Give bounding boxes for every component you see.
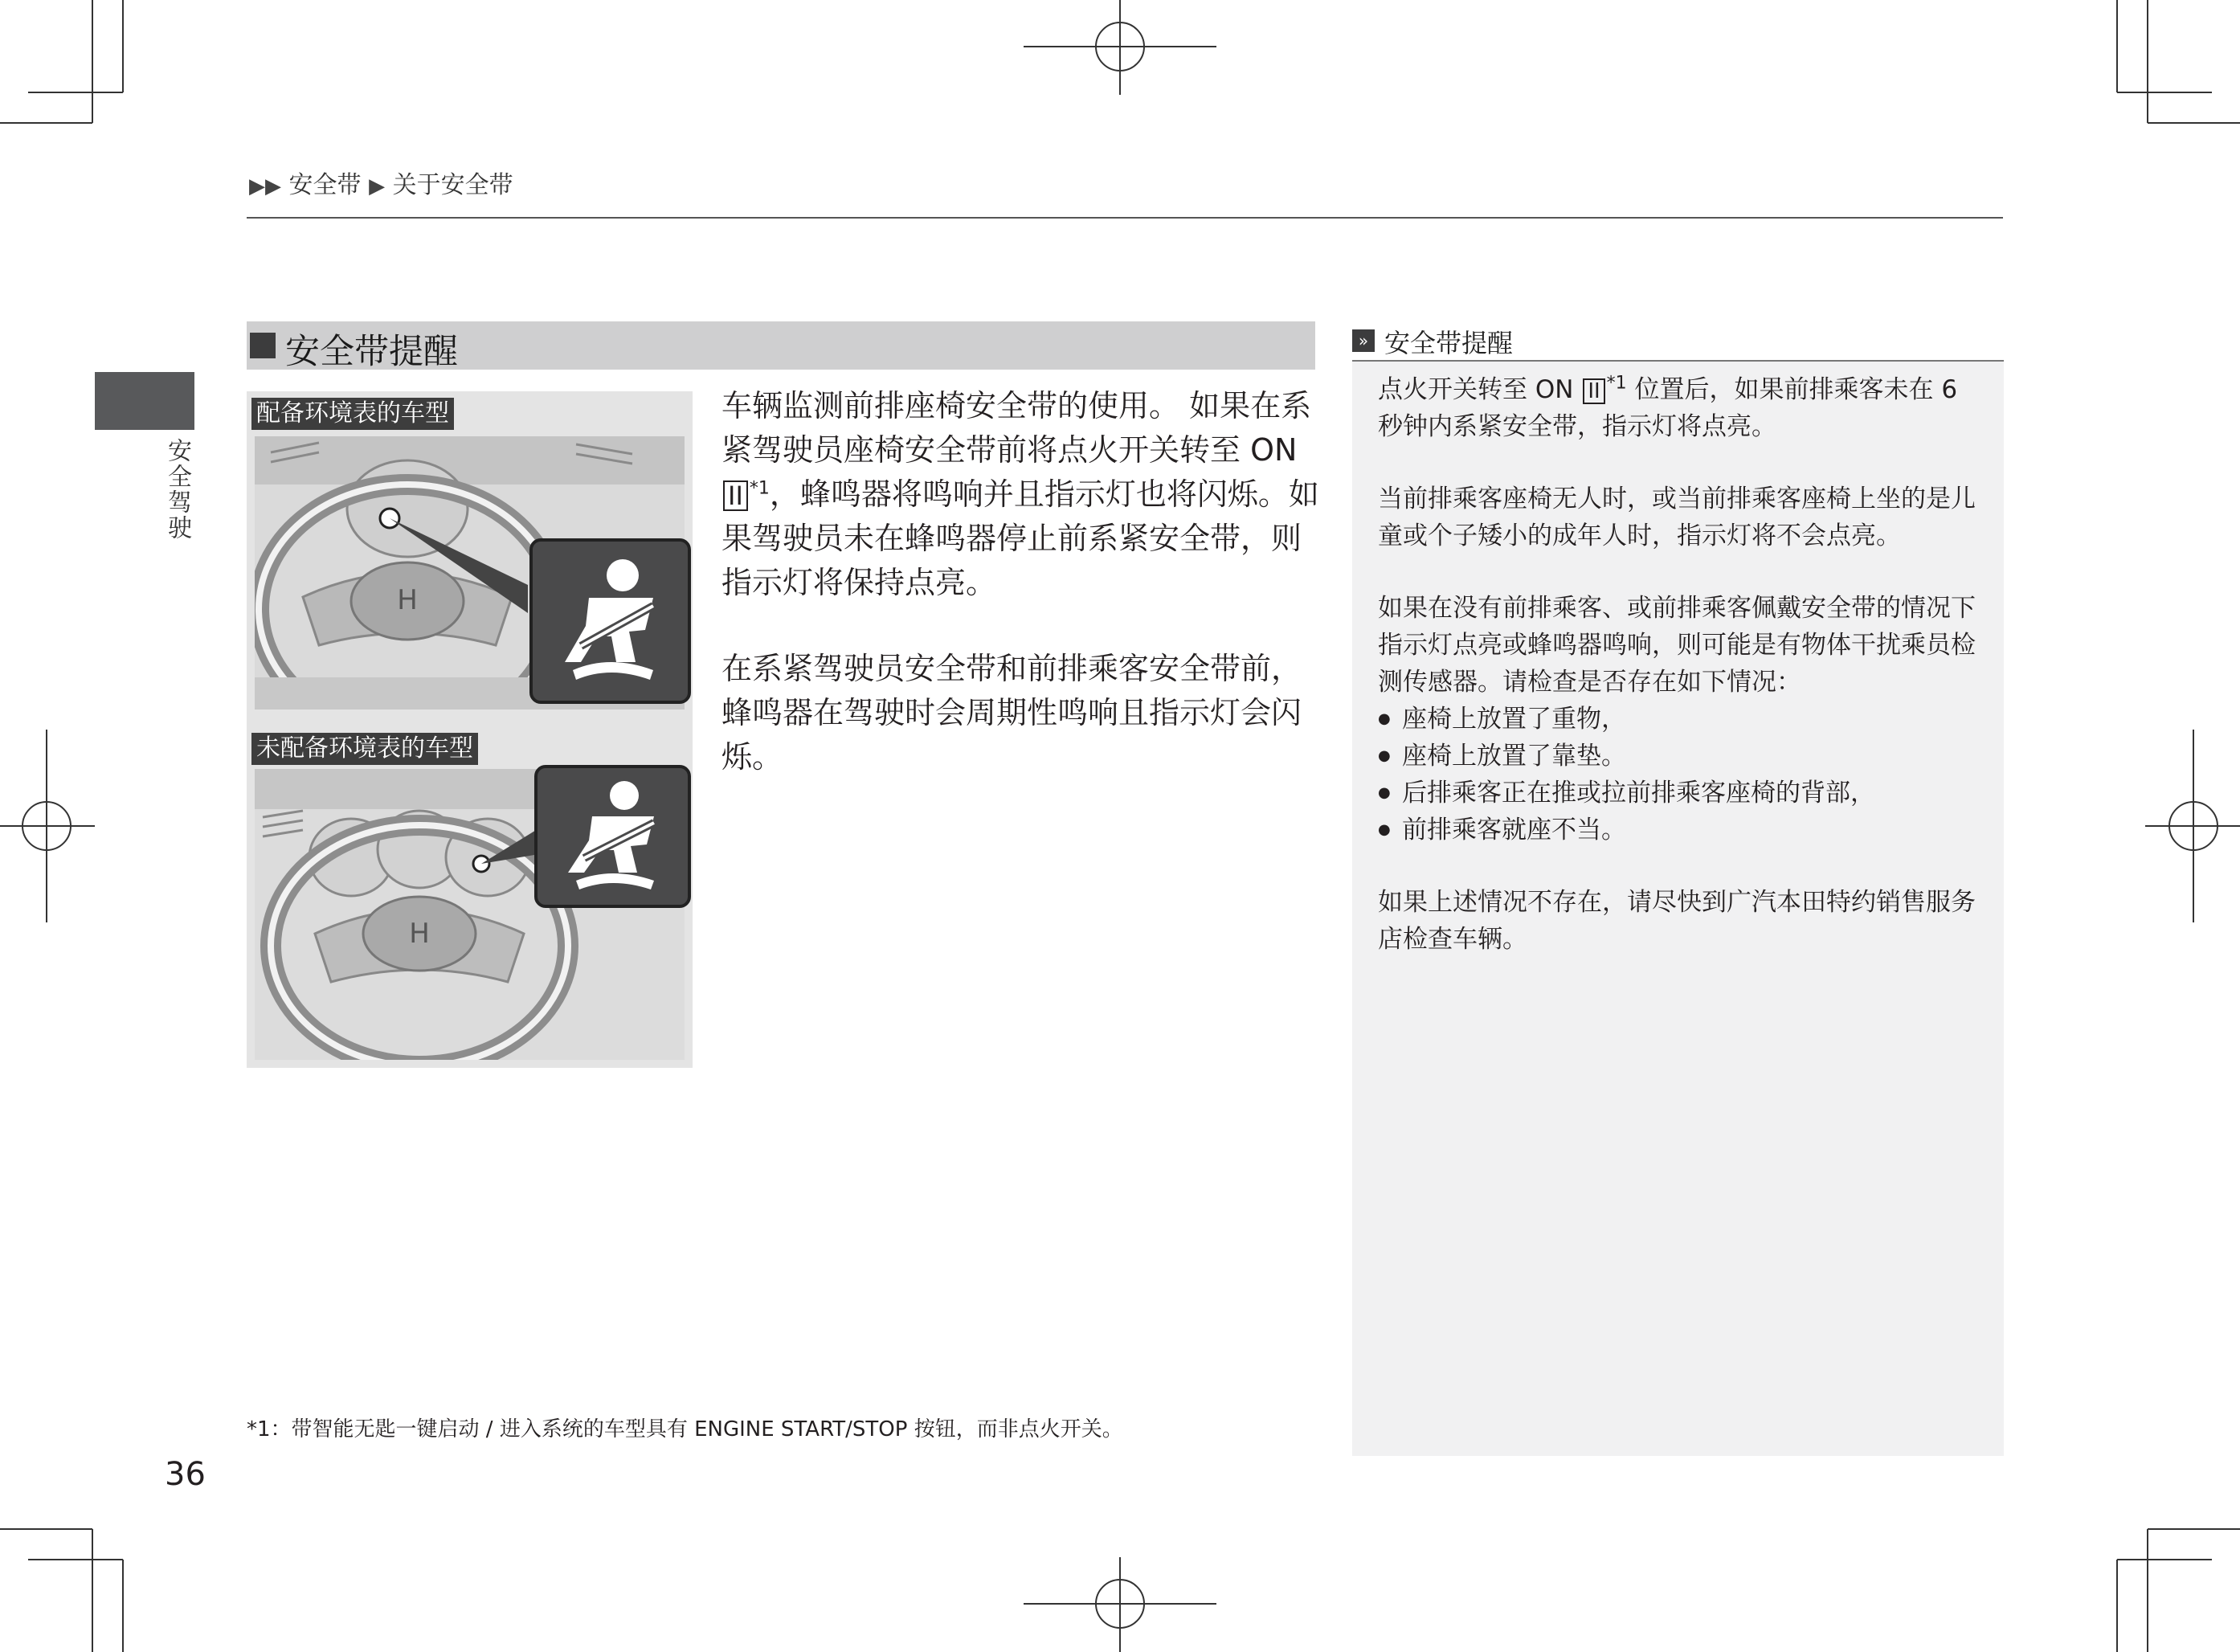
label-with-meter: 配备环境表的车型: [251, 398, 454, 430]
note-chevron-icon: »: [1352, 329, 1375, 352]
note-footnote-ref[interactable]: *1: [1606, 373, 1627, 394]
label-without-meter: 未配备环境表的车型: [251, 733, 478, 765]
note-paragraph-2: 当前排乘客座椅无人时，或当前排乘客座椅上坐的是儿童或个子矮小的成年人时，指示灯将不会点亮。: [1378, 485, 1976, 550]
section-title: 安全带提醒: [285, 332, 458, 372]
note-body: [1378, 371, 1980, 958]
list-item: ● 前排乘客就座不当。: [1378, 812, 1980, 848]
body-paragraph-1: [721, 384, 1322, 605]
note-paragraph-4: 如果上述情况不存在，请尽快到广汽本田特约销售服务店检查车辆。: [1378, 888, 1976, 954]
body-p1-part-b: ，蜂鸣器将鸣响并且指示灯也将闪烁。如果驾驶员未在蜂鸣器停止前系紧安全带，则指示灯将保持点亮。: [721, 476, 1319, 600]
chapter-tab[interactable]: [95, 372, 194, 430]
header-rule: [247, 217, 2003, 219]
note-p1-part-a: 点火开关转至 ON: [1378, 375, 1582, 404]
note-bullet-list: [1378, 701, 1980, 848]
seatbelt-reminder-icon: [533, 542, 688, 701]
breadcrumb-page[interactable]: 关于安全带: [392, 171, 513, 199]
ignition-position-box: II: [723, 480, 748, 511]
list-item: ● 后排乘客正在推或拉前排乘客座椅的背部，: [1378, 775, 1980, 812]
breadcrumb: [249, 165, 513, 200]
note-p3-text: 如果在没有前排乘客、或前排乘客佩戴安全带的情况下指示灯点亮或蜂鸣器鸣响，则可能是有物体干扰乘员检测传感器。请检查是否存在如下情况：: [1378, 594, 1976, 697]
note-paragraph-1: [1378, 371, 1980, 445]
body-p1-part-a: 车辆监测前排座椅安全带的使用。 如果在系紧驾驶员座椅安全带前将点火开关转至 ON: [721, 388, 1312, 468]
note-p1-part-b: 位置后，如果前排乘客未在 6 秒钟内系紧安全带，指示灯将点亮。: [1378, 375, 1958, 441]
chapter-tab-label: 安全驾驶: [163, 438, 191, 541]
svg-text:H: H: [409, 918, 430, 950]
list-item: ● 座椅上放置了靠垫。: [1378, 738, 1980, 775]
footnote-ref[interactable]: *1: [749, 478, 770, 499]
note-title: 安全带提醒: [1384, 328, 1514, 358]
note-panel: [1352, 321, 2004, 1456]
seatbelt-indicator-callout-2: [534, 765, 691, 908]
list-item: ● 座椅上放置了重物，: [1378, 701, 1980, 738]
seatbelt-indicator-callout: [529, 538, 691, 704]
section-square-icon: [250, 333, 276, 358]
svg-text:H: H: [397, 584, 418, 616]
breadcrumb-double-arrow-icon: ▶▶: [249, 174, 281, 198]
footnote: *1：带智能无匙一键启动 / 进入系统的车型具有 ENGINE START/STOP 按钮，而非点火开关。: [247, 1417, 1123, 1441]
body-paragraph-2: 在系紧驾驶员安全带和前排乘客安全带前，蜂鸣器在驾驶时会周期性鸣响且指示灯会闪烁。: [721, 651, 1302, 775]
breadcrumb-section[interactable]: 安全带: [288, 171, 362, 199]
body-text: [721, 384, 1322, 779]
figure-panel: [247, 391, 693, 1068]
page-number: 36: [165, 1456, 206, 1493]
note-header: [1352, 321, 2004, 362]
note-ignition-position-box: II: [1583, 378, 1604, 404]
seatbelt-reminder-icon-2: [538, 768, 688, 905]
breadcrumb-arrow-icon: ▶: [369, 174, 386, 198]
section-heading: [247, 321, 1315, 370]
note-paragraph-3: [1378, 590, 1980, 701]
